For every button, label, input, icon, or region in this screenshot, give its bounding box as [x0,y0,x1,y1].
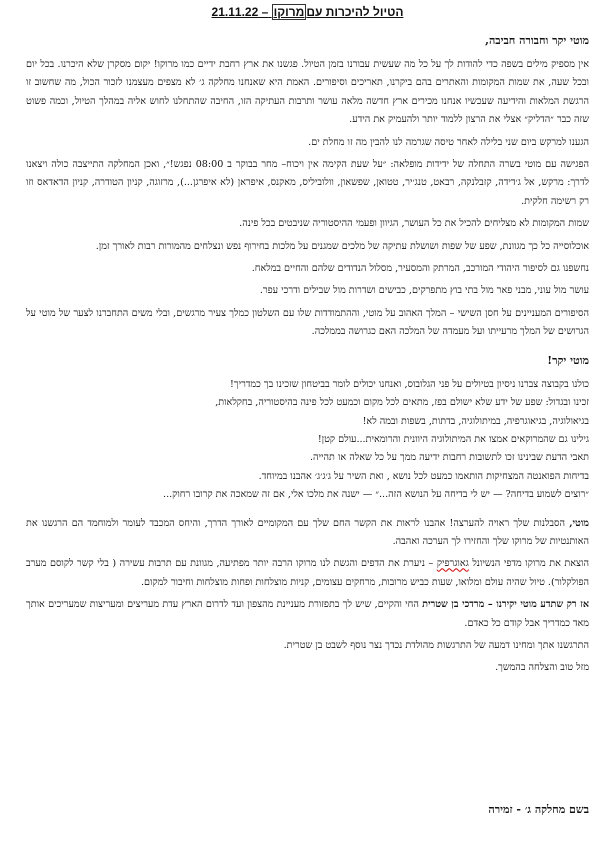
section2-line: זכינו ובגדול: שפע של ידע שלא ישולם בפז, מתאים לכל מקום וכמעט לכל פינה בהיסטוריה, בחקלאות, [215,397,589,409]
intro-paragraph-8: הסיפורים המעניינים על חסן השישי – המלך האהוב על מוטי, וההתמודדות שלו עם השלטון כמלך צעיר מרגשים, ובלי משים התחברנו לצער של מוטי על הגרושים של המלך מרעייתו ועל מעמדה של המלכה האם כגרושה בממלכה. [26,307,589,338]
intro-paragraph-2: הגענו למרקש ביום שני בלילה לאחר טיסה שגרמה לנו להבין מה זו מחלת ים. [308,136,589,148]
title-prefix: הטיול להיכרות עם [306,5,404,19]
intro-paragraph-5: אוכלוסייה כל כך מגוונת, שפע של שפות ושושלת עתיקה של מלכים שמגנים על מלכות בחירוף נפש ונצלחים מהמורות רבות לאורך זמן. [95,240,589,252]
section2-line: בגיאולוגיה, בגיאוגרפיה, במיתולוגיה, בדתות, בשפות ובמה לא! [362,415,589,427]
section2-line: בדיחות הפואנטה המצחיקות הותאמו כמעט לכל נושא , ואת השיר על ג׳ג׳ג׳ אהבנו במיוחד. [258,470,589,482]
section3-p2-start: הוצאת את מרוקו מדפי הנשיונל [472,558,589,570]
intro-paragraph-6: נחשפנו גם לסיפור היהודי המורכב, המרתק והמסעיר, מסלול הנדודים שלהם והחיים במלאח. [251,263,589,275]
section3-bold-lead: מוטי, [569,517,589,529]
section3-p2-text: – ניערת את הדפים והגשת לנו מרוקו הרבה יותר מפתיעה, מגוונת עם תרבות עשירה ( בלי קשר לקוסם מערב הפולקלור). טיול שהיה עולם ומלואו, שעות כביש מרובות, מרחקים עצומים, קניות מוצלחות ופחות מוצלחות וחיבור למקום. [26,558,589,588]
title-boxed-word: מרוקו [273,5,305,19]
title-date: – 21.11.22 [211,5,269,19]
section3-p1-text: הסבלנות שלך ראויה להערצה! אהבנו לראות את הקשר החם שלך עם המקומיים לאורך הדרך, והיחס המכבד לעומר ולמוחמד הם הרגשנו את האותנטיות של מרוקו שלך והחזירו לך הערכה ואהבה. [26,517,589,547]
intro-paragraph-4: שמות המקומות לא מצליחים להכיל את כל העושר, הגיוון ופעמי ההיסטוריה שניבטים בכל פינה. [239,218,589,230]
section3-paragraph-1 [26,515,589,552]
section3-p3-bold: אז רק שתדע מוטי יקירנו – מרדכי בן שטרית [422,599,589,611]
section3-paragraph-2 [26,555,589,592]
signature: בשם מחלקה ג׳ - זמירה [488,803,589,816]
intro-paragraph-1: אין מספיק מילים בשפה כדי להודות לך על כל מה שעשית עבורנו בזמן הטיול. פגשנו את ארץ רחבת ידיים כמו מרוקו! יקום מסקרן שלא היכרנו. בכל יום ובכל שעה, את שמות המקומות והאתרים בהם ביקרנו, תאריכים וסיפורים. האמת היא שאנחנו מחלקה ג׳ לא מצפים מעצמנו לזכור הכול, מה שחשוב זו הרגשת המלאות והידיעה שעכשיו אנחנו מכירים ארץ חדשה מלאה עושר ותרבות העתיקה הזו, החיבה שהתחלנו לחוש אליה במהלך הטיול, וכמה פשוט שזה כבר ״הדליק״ אצלי את הרצון ללמוד יותר ולהעמיק את הידע. [26,59,589,126]
section3-p3-text: החי והקיים, שיש לך בתפזורת מעניינת מהצפון ועד לדרום הארץ עדת מעריצים ומעריצות שמעריכים אותך מאד כמדריך אבל קודם כל כאדם. [26,599,589,629]
section2-line: גילינו גם שהמרוקאים אמצו את המיתולוגיה היוונית והרומאית...עולם קטן! [317,433,589,445]
section2-line: ״רוצים לשמוע בדיחה? — יש לי בדיחה על הנושא הזה...״ — ישנה את מלכו אלי, אם זה שמאכה את קרובו רחוק... [163,489,589,501]
spellcheck-word: גאוגרפיק [436,558,469,570]
section-heading-dear-moti: מוטי יקר! [547,353,589,367]
section3-paragraph-3 [26,596,589,633]
section2-line: תאבי הדעת שבינינו זכו לתשובות רחבות ידיעה ממך על כל שאלה או תהייה. [309,452,589,464]
page-title [26,4,589,20]
intro-paragraph-7: עושר מול עוני, מבני פאר מול בתי בוץ מתפרקים, כבישים ושדרות מול שבילים ודרכי עפר. [259,285,589,297]
section3-paragraph-5: מזל טוב והצלחה בהמשך. [495,662,589,674]
intro-paragraph-3: הפגישה עם מוטי בשרה התחלה של ידידות מופלאה: ״על שעת הקימה אין ויכוח– מחר בבוקר ב 08:00 נפגש!״, ואכן המחלקה התייצבה כולה ויצאנו לדרך: מרקש, אל ג׳דידה, קזבלנקה, רבאט, טנג׳יר, טטואן, שפשאון, וולוביליס, מאקנס, איפראן (לא איפרגן...), מרזוגה, קניון הטודרה, קניון הדאדאס וזו רק רשימה חלקית. [26,159,589,207]
section2-line: כולנו בקבוצה צברנו ניסיון בטיולים על פני הגלובוס, ואנחנו יכולים לומר בביטחון שזכינו בך כמדריך! [230,378,589,390]
greeting: מוטי יקר וחבורה חביבה, [485,34,589,47]
section3-paragraph-4: התרגשנו אתך ומחינו דמעה של התרגשות מהולדת נכדך נצר נוסף לשבט בן שטרית. [283,639,589,651]
